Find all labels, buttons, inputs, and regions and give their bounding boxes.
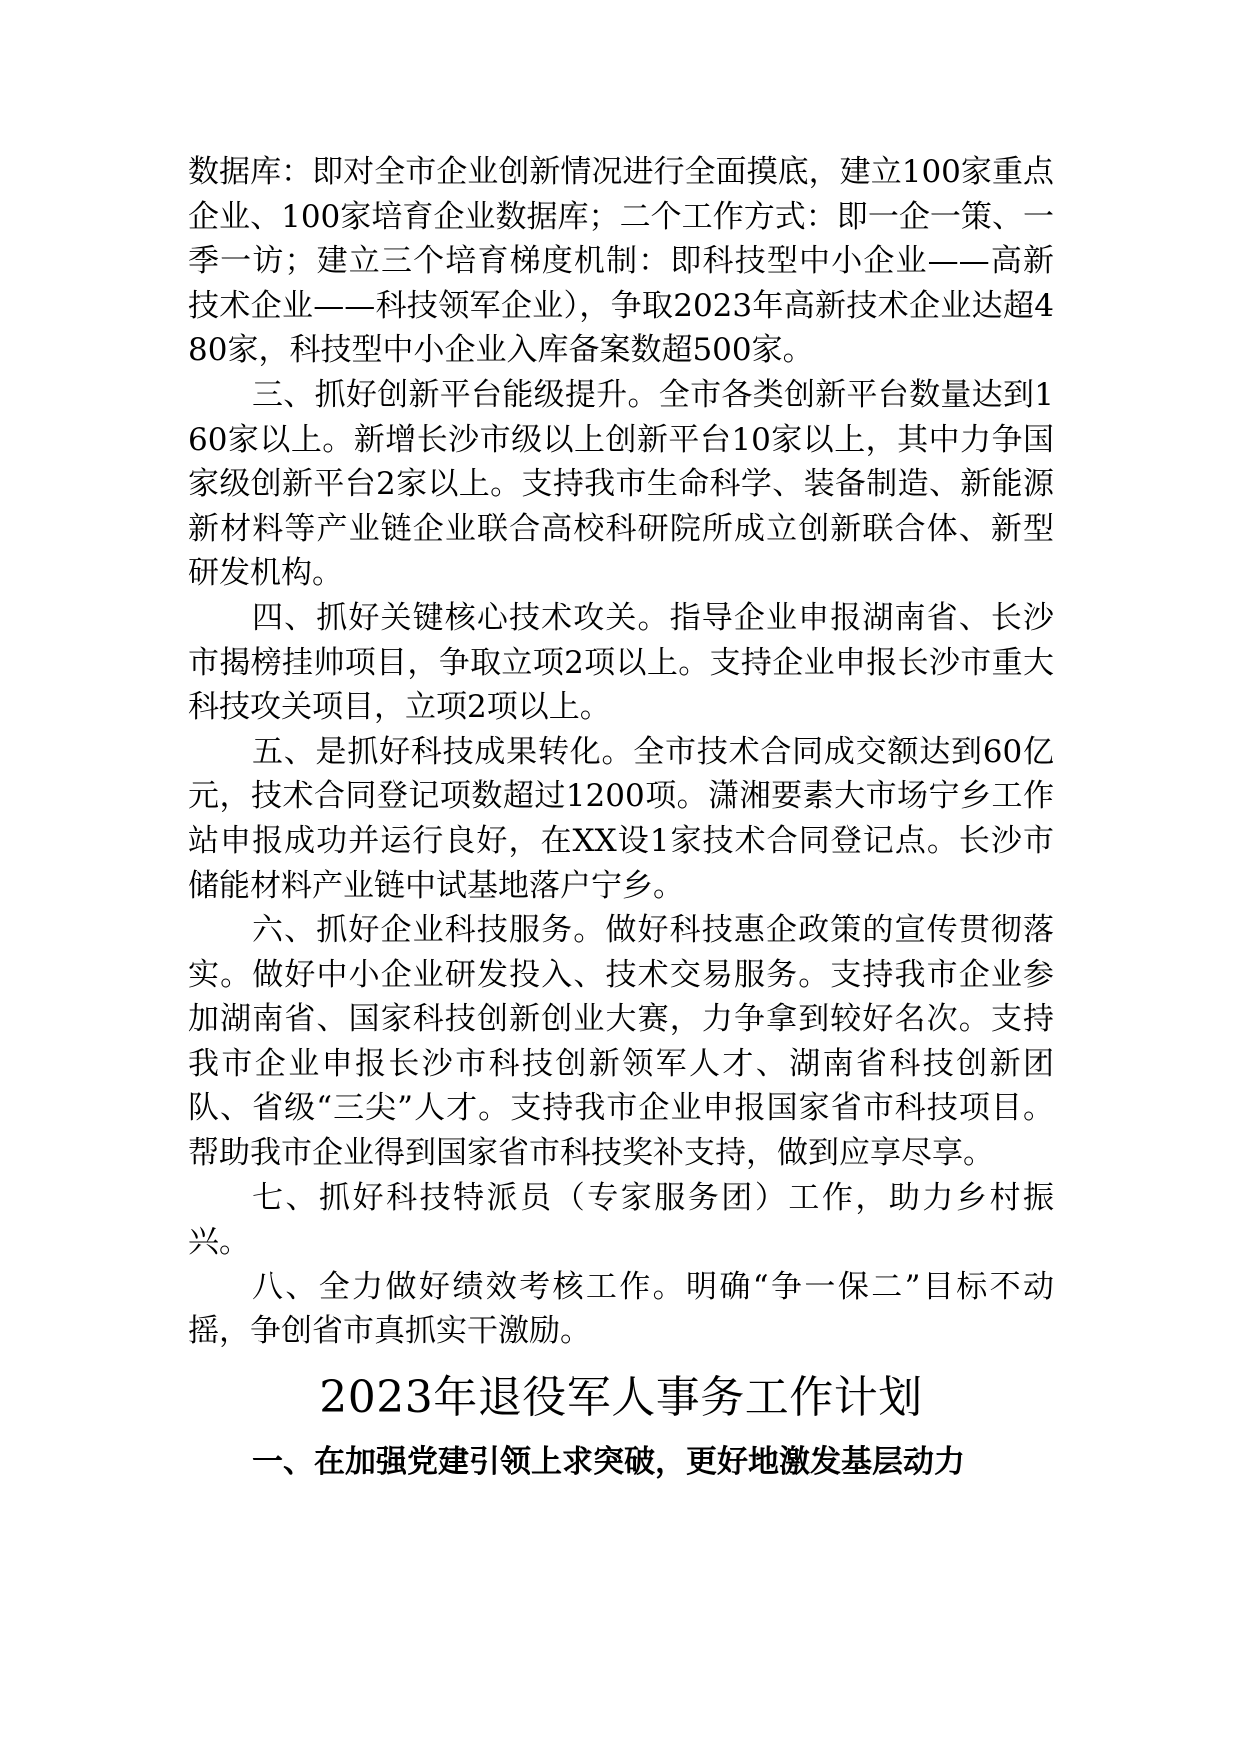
paragraph-continuation: 数据库：即对全市企业创新情况进行全面摸底，建立100家重点企业、100家培育企业数据库；二个工作方式：即一企一策、一季一访；建立三个培育梯度机制：即科技型中小企业——高新技术企业——科技领军企业），争取2023年高新技术企业达超480家，科技型中小企业入库备案数超500家。 (188, 154, 1054, 369)
paragraph-specialists: 七、抓好科技特派员（专家服务团）工作，助力乡村振兴。 (188, 1179, 1054, 1261)
paragraph-services: 六、抓好企业科技服务。做好科技惠企政策的宣传贯彻落实。做好中小企业研发投入、技术交易服务。支持我市企业参加湖南省、国家科技创新创业大赛，力争拿到较好名次。支持我市企业申报长沙市科技创新领军人才、湖南省科技创新团队、省级“三尖”人才。支持我市企业申报国家省市科技项目。帮助我市企业得到国家省市科技奖补支持，做到应享尽享。 (188, 912, 1054, 1172)
paragraph-key-tech: 四、抓好关键核心技术攻关。指导企业申报湖南省、长沙市揭榜挂帅项目，争取立项2项以上。支持企业申报长沙市重大科技攻关项目，立项2项以上。 (188, 599, 1054, 726)
section-title: 2023年退役军人事务工作计划 (319, 1372, 923, 1424)
document-page (188, 150, 1054, 1485)
paragraph-platform: 三、抓好创新平台能级提升。全市各类创新平台数量达到160家以上。新增长沙市级以上创新平台10家以上，其中力争国家级创新平台2家以上。支持我市生命科学、装备制造、新能源新材料等产业链企业联合高校科研院所成立创新联合体、新型研发机构。 (188, 376, 1054, 592)
paragraph-transfer: 五、是抓好科技成果转化。全市技术合同成交额达到60亿元，技术合同登记项数超过1200项。潇湘要素大市场宁乡工作站申报成功并运行良好，在XX设1家技术合同登记点。长沙市储能材料产业链中试基地落户宁乡。 (188, 733, 1054, 904)
paragraph-assessment: 八、全力做好绩效考核工作。明确“争一保二”目标不动摇，争创省市真抓实干激励。 (188, 1268, 1054, 1350)
section-heading: 一、在加强党建引领上求突破，更好地激发基层动力 (252, 1444, 965, 1481)
